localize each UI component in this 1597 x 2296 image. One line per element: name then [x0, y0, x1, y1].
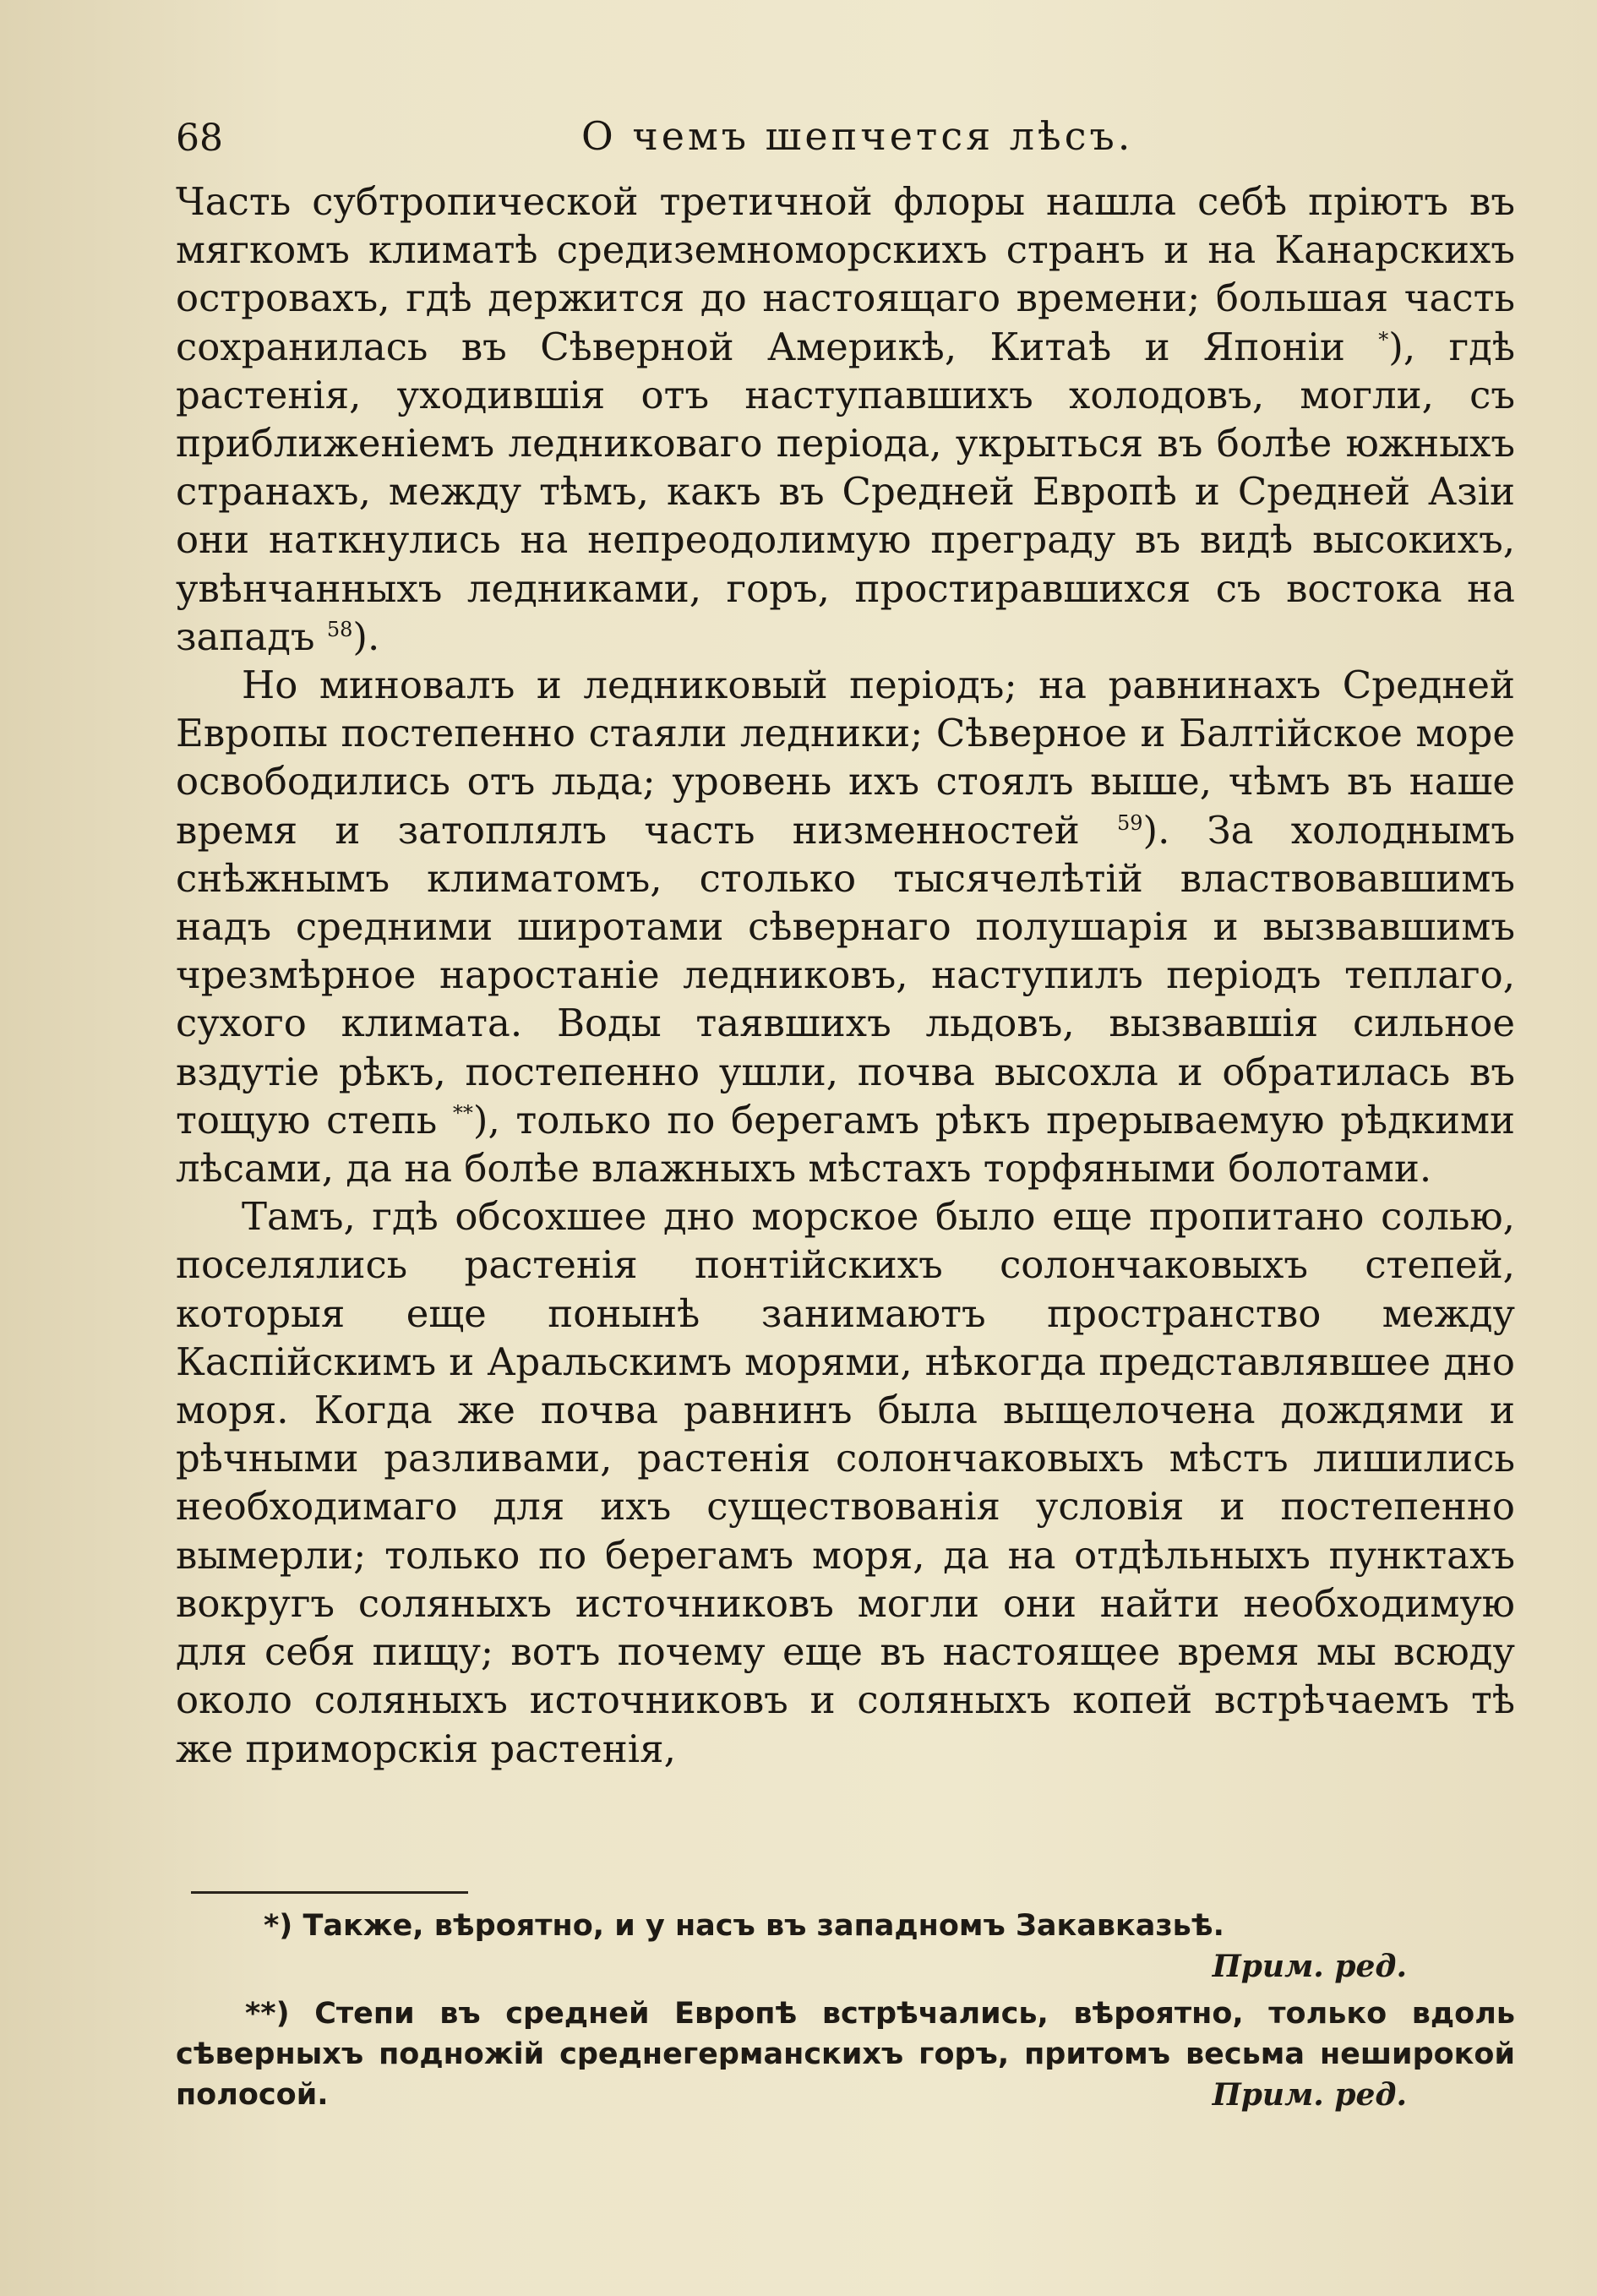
text-run: Тамъ, гдѣ обсохшее дно морское было еще пропитано солью, поселялись растенія понтійскихъ солончаковыхъ степей, которыя еще понынѣ занимаютъ пространство между Каспійскимъ и Аральскимъ морями, нѣкогда представлявшее дно моря. Когда же почва равнинъ была выщелочена дождями и рѣчными разливами, растенія солончаковыхъ мѣстъ лишились необходимаго для ихъ существованія условія и постепенно вымерли; только по берегамъ моря, да на отдѣльныхъ пунктахъ вокругъ соляныхъ источниковъ могли они найти необходимую для себя пищу; вотъ почему еще въ настоящее время мы всюду около соляныхъ источниковъ и соляныхъ копей встрѣчаемъ тѣ же приморскія растенія,	[176, 1194, 1515, 1771]
paragraph	[176, 177, 1515, 661]
editor-note-signature: Прим. ред.	[1212, 2077, 1407, 2113]
paragraph	[176, 661, 1515, 1192]
text-run: Но миновалъ и ледниковый періодъ; на равнинахъ Средней Европы постепенно стаяли ледники; Сѣверное и Балтійское море освободились отъ льда; уровень ихъ стоялъ выше, чѣмъ въ наше время и затоплялъ часть низменностей	[176, 663, 1515, 853]
footnote-text: *) Также, вѣроятно, и у насъ въ западномъ Закавказьѣ.	[264, 1909, 1224, 1943]
footnote-separator	[191, 1891, 468, 1894]
page-header	[176, 108, 1511, 167]
paragraph	[176, 1192, 1515, 1772]
footnote-ref: 59	[1116, 810, 1143, 835]
footnote-2	[176, 1993, 1515, 2115]
text-run: ), только по берегамъ рѣкъ прерываемую рѣдкими лѣсами, да на болѣе влажныхъ мѣстахъ торфяными болотами.	[176, 1097, 1515, 1192]
running-title: О чемъ шепчется лѣсъ.	[581, 113, 1134, 159]
text-run: ).	[352, 614, 380, 659]
footnotes	[176, 1906, 1515, 2115]
footnote-ref: 58	[326, 617, 353, 641]
page-number: 68	[176, 117, 223, 160]
footnote-ref: *	[1378, 327, 1389, 352]
editor-note-signature: Прим. ред.	[1212, 1949, 1407, 1984]
footnote-text: **) Степи въ средней Европѣ встрѣчались, вѣроятно, только вдоль сѣверныхъ подножій среднегерманскихъ горъ, притомъ весьма неширокой полосой.	[176, 1997, 1515, 2112]
main-text	[176, 177, 1515, 1773]
text-run: ). За холоднымъ снѣжнымъ климатомъ, столько тысячелѣтій властвовавшимъ надъ средними широтами сѣвернаго полушарія и вызвавшимъ чрезмѣрное наростаніе ледниковъ, наступилъ періодъ теплаго, сухого климата. Воды таявшихъ льдовъ, вызвавшія сильное вздутіе рѣкъ, постепенно ушли, почва высохла и обратилась въ тощую степь	[176, 807, 1515, 1143]
text-run: Часть субтропической третичной флоры нашла себѣ пріютъ въ мягкомъ климатѣ средиземноморскихъ странъ и на Канарскихъ островахъ, гдѣ держится до настоящаго времени; большая часть сохранилась въ Сѣверной Америкѣ, Китаѣ и Японіи	[176, 179, 1515, 369]
footnote-ref: **	[452, 1100, 473, 1125]
footnote-1	[176, 1906, 1515, 1987]
text-run: ), гдѣ растенія, уходившія отъ наступавшихъ холодовъ, могли, съ приближеніемъ ледниковаго періода, укрыться въ болѣе южныхъ странахъ, между тѣмъ, какъ въ Средней Европѣ и Средней Азіи они наткнулись на непреодолимую преграду въ видѣ высокихъ, увѣнчанныхъ ледниками, горъ, простиравшихся съ востока на западъ	[176, 324, 1515, 659]
